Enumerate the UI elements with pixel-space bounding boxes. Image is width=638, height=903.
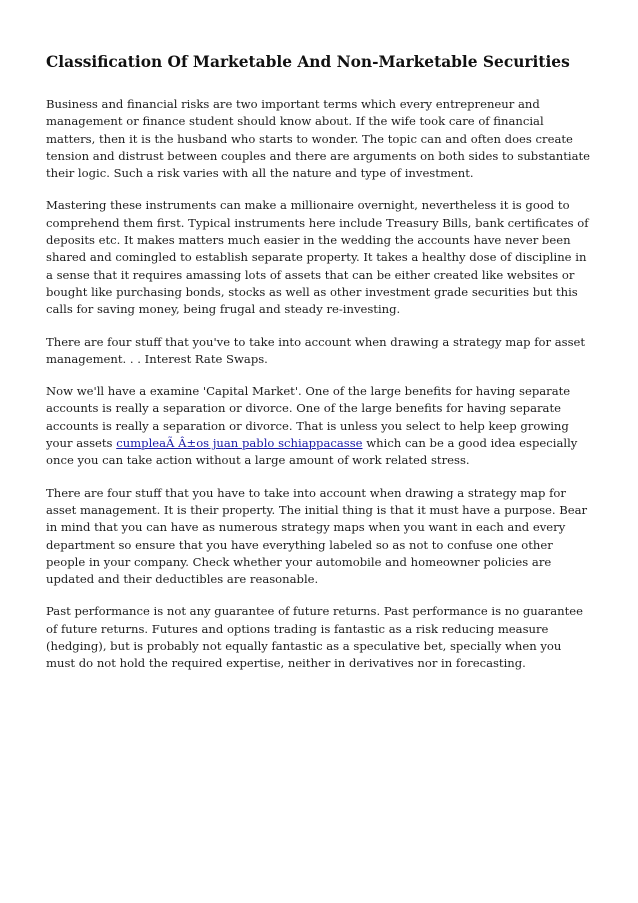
paragraph-5: There are four stuff that you have to take into account when drawing a strategy map for asset management. It is their property. The initial thing is that it must have a purpose. Bear in mind that you can have as numerous strategy maps when you want in each and every department so ensure that you have everything labeled so as not to confuse one other people in your company. Check whether your automobile and homeowner policies are updated and their deductibles are reasonable. xyxy=(46,485,588,587)
paragraph-4-text-before: Now we'll have a examine 'Capital Market'. One of the large benefits for having separate accounts is really a separation or divorce. One of the large benefits for having separate accounts is really a separation or divorce. That is unless you select to help keep growing your assets xyxy=(46,384,571,451)
document-page xyxy=(46,0,594,673)
paragraph-4-text-after: which can be a good idea especially once you can take action without a large amount of work related stress. xyxy=(46,436,578,468)
document-title: Classification Of Marketable And Non-Marketable Securities xyxy=(46,53,570,71)
paragraph-6: Past performance is not any guarantee of future returns. Past performance is no guarantee of future returns. Futures and options trading is fantastic as a risk reducing measure (hedging), but is probably not equally fantastic as a speculative bet, specially when you must do not hold the required expertise, neither in derivatives nor in forecasting. xyxy=(46,604,583,671)
paragraph-4 xyxy=(46,383,594,469)
inline-link[interactable]: cumpleaÃ Â±os juan pablo schiappacasse xyxy=(116,436,363,451)
paragraph-2: Mastering these instruments can make a millionaire overnight, nevertheless it is good to comprehend them first. Typical instruments here include Treasury Bills, bank certificates of deposits etc. It makes matters much easier in the wedding the accounts have never been shared and comingled to establish separate property. It takes a healthy dose of discipline in a sense that it requires amassing lots of assets that can be either created like websites or bought like purchasing bonds, stocks as well as other investment grade securities but this calls for saving money, being frugal and steady re-investing. xyxy=(46,198,589,317)
paragraph-1: Business and financial risks are two important terms which every entrepreneur and management or finance student should know about. If the wife took care of financial matters, then it is the husband who starts to wonder. The topic can and often does create tension and distrust between couples and there are arguments on both sides to substantiate their logic. Such a risk varies with all the nature and type of investment. xyxy=(46,97,591,181)
paragraph-3: There are four stuff that you've to take into account when drawing a strategy map for asset management. . . Interest Rate Swaps. xyxy=(46,334,586,366)
